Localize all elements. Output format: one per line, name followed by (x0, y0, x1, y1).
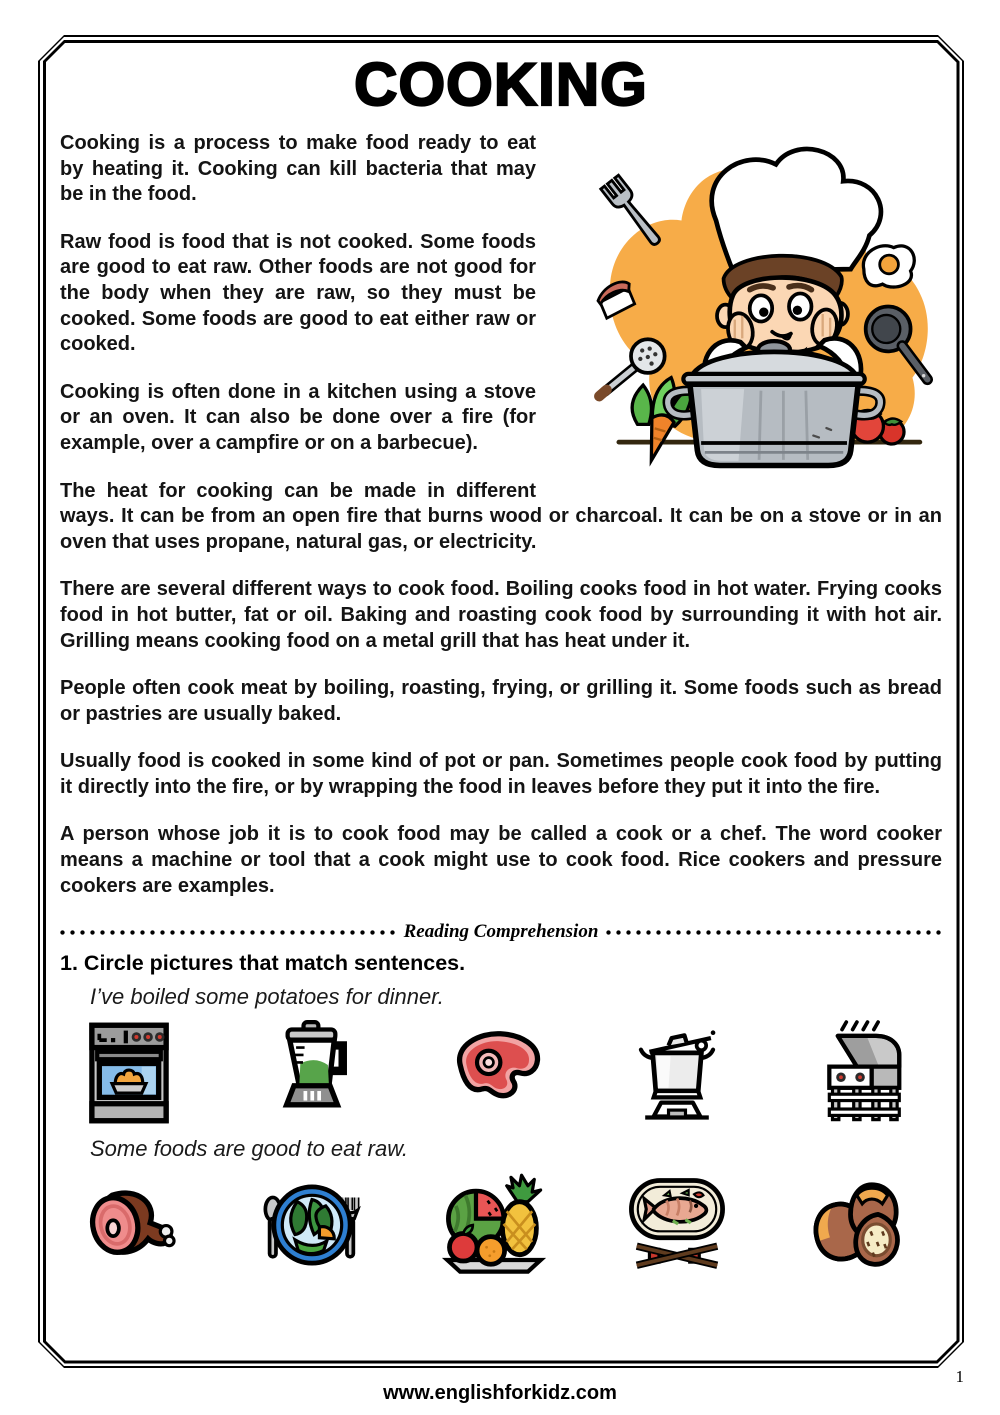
fish-dish-icon[interactable] (624, 1172, 730, 1278)
exercise-instruction: Circle pictures that match sentences. (83, 951, 466, 976)
page-content (60, 47, 942, 1356)
barbecue-grill-icon[interactable] (806, 1020, 912, 1126)
paragraph: Usually food is cooked in some kind of pot or pan. Sometimes people cook food by putting it directly into the fire, or by wrapping the food in leaves before they put it into the fire. (60, 750, 942, 798)
eye-left (750, 295, 772, 321)
exercise-sentence-1: I’ve boiled some potatoes for dinner. (90, 984, 444, 1010)
paragraph: Cooking is often done in a kitchen using a stove or an oven. It can also be done over a fire (for example, over a campfire or on a barbecue). (60, 380, 536, 454)
boiling-pot-icon[interactable] (624, 1020, 730, 1126)
page-border-frame (38, 35, 964, 1368)
page-title: COOKING (354, 51, 648, 118)
divider-label: Reading Comprehension (403, 921, 599, 943)
paragraph: A person whose job it is to cook food may be called a cook or a chef. The word cooker means a machine or tool that a cook might use to cook food. Rice cookers and pressure cookers are examples. (60, 823, 942, 897)
footer-url: www.englishforkidz.com (383, 1382, 617, 1404)
paragraph: People often cook meat by boiling, roasting, frying, or grilling it. Some foods such as bread or pastries are usually baked. (60, 677, 942, 725)
pupil-right (793, 306, 802, 315)
pupil-left (759, 307, 768, 316)
paragraph: Raw food is food that is not cooked. Some foods are good to eat raw. Other foods are not good for the body when they are raw, so they must be cooked. Some foods are good to eat either raw or cooked. (60, 230, 536, 356)
paragraph: Cooking is a process to make food ready to eat by heating it. Cooking can kill bacteria that may be in the food. (60, 132, 536, 206)
paragraph: The heat for cooking can be made in different ways. It can be from an open fire that burns wood or charcoal. It can be on a stove or in an oven that uses propane, natural gas, or electricity. (60, 479, 942, 553)
blender-icon[interactable] (259, 1020, 365, 1126)
exercise-sentence-2: Some foods are good to eat raw. (90, 1136, 408, 1162)
chestnuts-icon[interactable] (806, 1172, 912, 1278)
exercise-number: 1. (60, 951, 78, 976)
dotted-line (606, 930, 942, 935)
fried-egg-icon (863, 246, 914, 287)
page-number: 1 (955, 1367, 964, 1386)
chef-boy-image (550, 127, 942, 487)
exercise-heading (60, 951, 942, 976)
chef-illustration (550, 127, 942, 487)
dotted-line (60, 930, 396, 935)
section-divider (60, 921, 942, 943)
ham-icon[interactable] (76, 1172, 182, 1278)
paragraph: There are several different ways to cook food. Boiling cooks food in hot water. Frying cooks food in hot butter, fat or oil. Baking and roasting cook food by surrounding it with hot air. Grilling means cooking food on a metal grill that has heat under it. (60, 578, 942, 652)
picture-row-1 (60, 1018, 942, 1132)
picture-row-2 (60, 1170, 942, 1284)
steak-icon[interactable] (441, 1020, 547, 1126)
oven-icon[interactable] (76, 1020, 182, 1126)
salad-plate-icon[interactable] (259, 1172, 365, 1278)
fruit-plate-icon[interactable] (441, 1172, 547, 1278)
chef-hat (712, 149, 881, 271)
